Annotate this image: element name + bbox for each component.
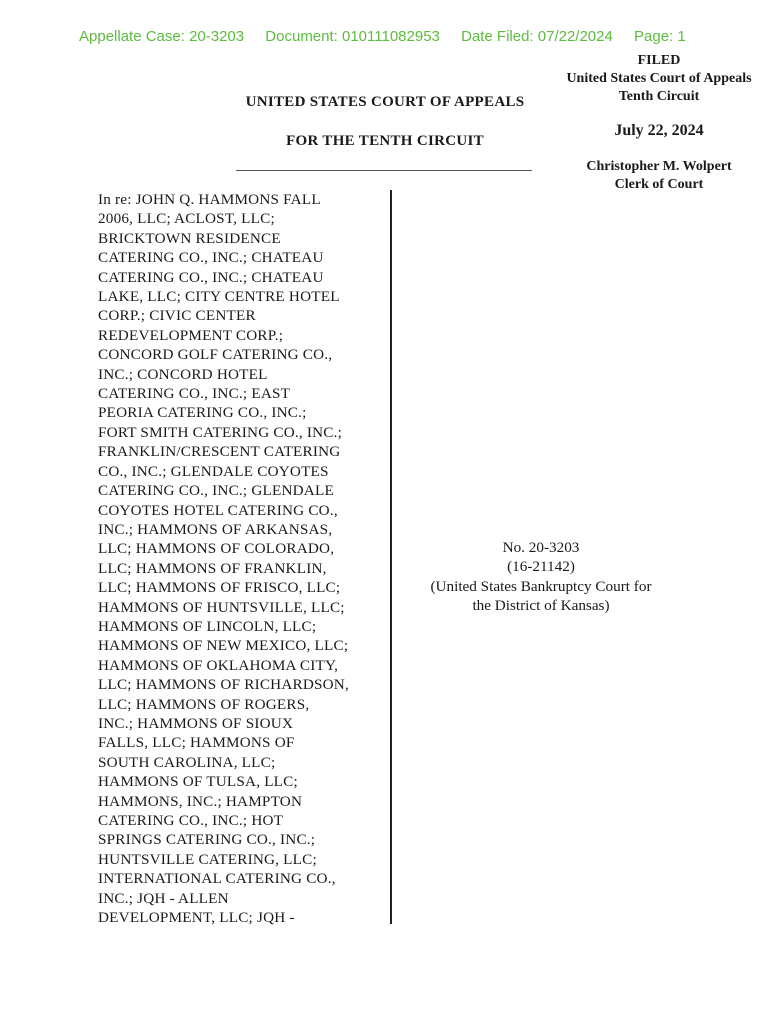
caption-line: LAKE, LLC; CITY CENTRE HOTEL bbox=[98, 288, 340, 306]
caption-line: LLC; HAMMONS OF COLORADO, bbox=[98, 540, 335, 558]
date-filed: Date Filed: 07/22/2024 bbox=[461, 28, 613, 45]
caption-line: HAMMONS OF TULSA, LLC; bbox=[98, 773, 298, 791]
filed-date: July 22, 2024 bbox=[614, 122, 704, 139]
caption-line: 2006, LLC; ACLOST, LLC; bbox=[98, 210, 275, 228]
lower-court-line2: the District of Kansas) bbox=[472, 597, 610, 615]
caption-line: INC.; JQH - ALLEN bbox=[98, 889, 229, 907]
caption-line: HAMMONS OF NEW MEXICO, LLC; bbox=[98, 637, 349, 655]
caption-line: INC.; HAMMONS OF ARKANSAS, bbox=[98, 520, 333, 538]
caption-line: HAMMONS OF HUNTSVILLE, LLC; bbox=[98, 598, 345, 616]
stamp-court-line1: United States Court of Appeals bbox=[566, 71, 752, 86]
case-caption bbox=[98, 190, 388, 927]
caption-line: CATERING CO., INC.; HOT bbox=[98, 812, 284, 829]
caption-line: COYOTES HOTEL CATERING CO., bbox=[98, 501, 338, 519]
caption-line: In re: JOHN Q. HAMMONS FALL bbox=[98, 191, 321, 208]
caption-line: CONCORD GOLF CATERING CO., bbox=[98, 346, 333, 364]
appellate-case-number: Appellate Case: 20-3203 bbox=[79, 28, 245, 45]
caption-line: LLC; HAMMONS OF RICHARDSON, bbox=[98, 676, 349, 694]
caption-line: FORT SMITH CATERING CO., INC.; bbox=[98, 423, 343, 441]
caption-line: INC.; CONCORD HOTEL bbox=[98, 365, 268, 383]
caption-line: CO., INC.; GLENDALE COYOTES bbox=[98, 462, 329, 480]
page-number: Page: 1 bbox=[634, 28, 686, 45]
court-title: UNITED STATES COURT OF APPEALS bbox=[245, 94, 525, 110]
caption-line: INTERNATIONAL CATERING CO., bbox=[98, 870, 336, 888]
clerk-title: Clerk of Court bbox=[614, 177, 704, 192]
caption-line: CATERING CO., INC.; EAST bbox=[98, 385, 291, 403]
caption-line: CORP.; CIVIC CENTER bbox=[98, 307, 256, 325]
caption-line: DEVELOPMENT, LLC; JQH - bbox=[98, 909, 295, 927]
circuit-title: FOR THE TENTH CIRCUIT bbox=[286, 133, 484, 149]
caption-line: CATERING CO., INC.; CHATEAU bbox=[98, 249, 324, 267]
caption-line: INC.; HAMMONS OF SIOUX bbox=[98, 714, 294, 732]
lower-case-number: (16-21142) bbox=[507, 558, 575, 576]
caption-line: LLC; HAMMONS OF FRANKLIN, bbox=[98, 559, 327, 577]
caption-line: CATERING CO., INC.; GLENDALE bbox=[98, 482, 334, 500]
clerk-name: Christopher M. Wolpert bbox=[586, 159, 732, 174]
caption-line: BRICKTOWN RESIDENCE bbox=[98, 229, 281, 247]
caption-line: FRANKLIN/CRESCENT CATERING bbox=[98, 443, 341, 461]
case-info bbox=[400, 538, 682, 616]
filed-label: FILED bbox=[637, 53, 681, 68]
filed-stamp bbox=[548, 52, 770, 194]
caption-line: SOUTH CAROLINA, LLC; bbox=[98, 753, 276, 771]
caption-line: REDEVELOPMENT CORP.; bbox=[98, 326, 284, 344]
case-number: No. 20-3203 bbox=[502, 539, 580, 556]
document-number: Document: 010111082953 bbox=[265, 28, 440, 45]
caption-divider bbox=[390, 190, 392, 924]
caption-line: HUNTSVILLE CATERING, LLC; bbox=[98, 850, 317, 868]
stamp-court-line2: Tenth Circuit bbox=[618, 89, 700, 104]
filing-header bbox=[79, 28, 686, 45]
caption-line: LLC; HAMMONS OF ROGERS, bbox=[98, 695, 310, 713]
caption-line: HAMMONS, INC.; HAMPTON bbox=[98, 792, 303, 810]
caption-line: CATERING CO., INC.; CHATEAU bbox=[98, 268, 324, 286]
lower-court-line1: (United States Bankruptcy Court for bbox=[430, 577, 652, 595]
caption-line: SPRINGS CATERING CO., INC.; bbox=[98, 831, 316, 849]
caption-line: FALLS, LLC; HAMMONS OF bbox=[98, 734, 295, 752]
caption-line: HAMMONS OF LINCOLN, LLC; bbox=[98, 617, 317, 635]
caption-line: HAMMONS OF OKLAHOMA CITY, bbox=[98, 656, 339, 674]
caption-line: PEORIA CATERING CO., INC.; bbox=[98, 404, 307, 422]
caption-line: LLC; HAMMONS OF FRISCO, LLC; bbox=[98, 579, 341, 597]
title-rule bbox=[236, 170, 532, 171]
